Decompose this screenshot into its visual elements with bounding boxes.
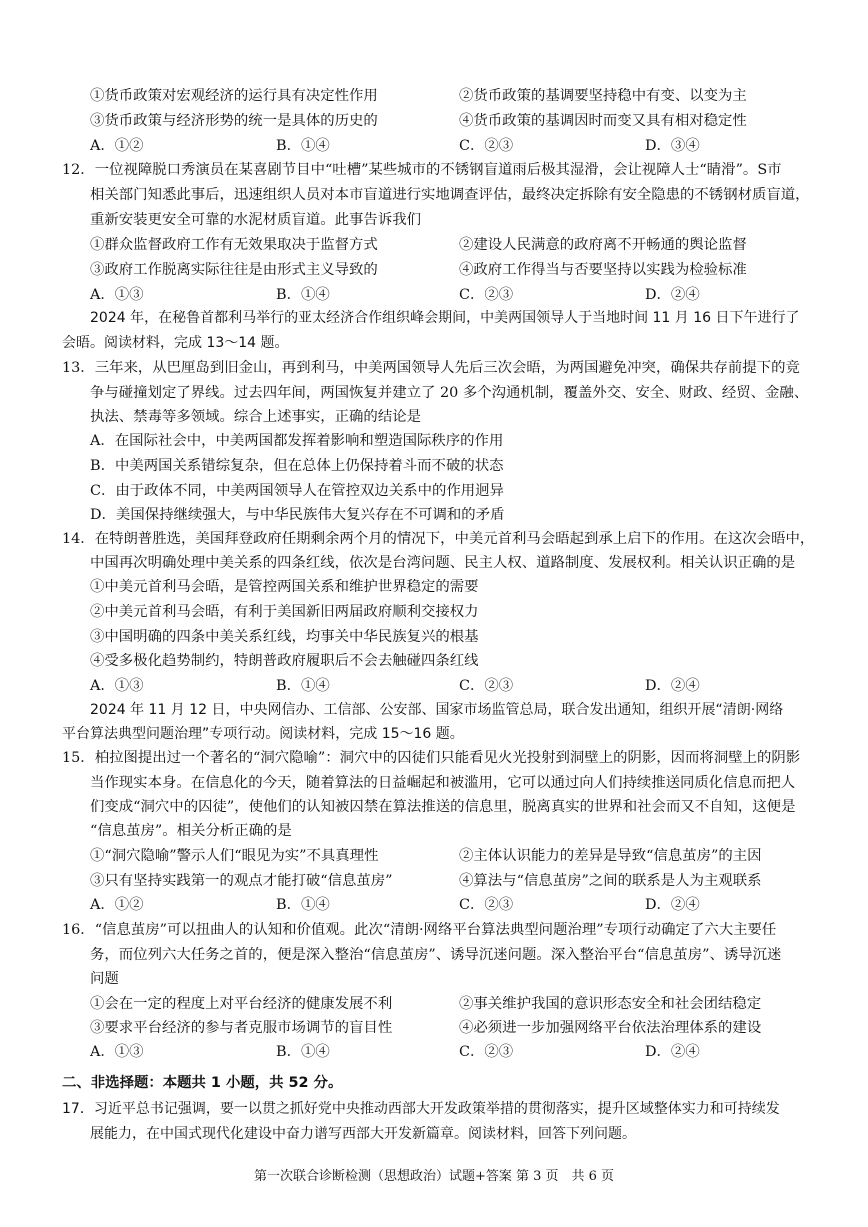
q16-choice-d: D．②④ — [645, 1044, 700, 1060]
q11-option-1: ①货币政策对宏观经济的运行具有决定性作用 — [90, 88, 378, 104]
q11-choice-c: C．②③ — [459, 138, 514, 154]
material-15-16-line-1: 2024 年 11 月 12 日，中央网信办、工信部、公安部、国家市场监管总局，联合发出通知，组织开展“清朗·网络 — [90, 702, 784, 718]
q11-choice-a: A．①② — [90, 138, 144, 154]
q16-stem-line-2: 务，而位列六大任务之首的，便是深入整治“信息茧房”、诱导沉迷问题。深入整治平台“信息茧房”、诱导沉迷 — [90, 947, 782, 963]
page-footer: 第一次联合诊断检测（思想政治）试题+答案 第 3 页 共 6 页 — [253, 1169, 615, 1184]
q16-stem-line-3: 问题 — [90, 971, 119, 987]
q16-choice-c: C．②③ — [459, 1044, 514, 1060]
q11-choice-d: D．③④ — [645, 138, 700, 154]
q12-option-3: ③政府工作脱离实际往往是由形式主义导致的 — [90, 262, 378, 278]
section-heading: 二、非选择题：本题共 1 小题，共 52 分。 — [62, 1075, 343, 1091]
q12-choice-b: B．①④ — [276, 287, 330, 303]
q16-option-1: ①会在一定的程度上对平台经济的健康发展不利 — [90, 996, 393, 1012]
q12-stem-line-2: 相关部门知悉此事后，迅速组织人员对本市盲道进行实地调查评估，最终决定拆除有安全隐患的不锈钢材质盲道， — [90, 187, 810, 203]
q17-stem-line-2: 展能力，在中国式现代化建设中奋力谱写西部大开发新篇章。阅读材料，回答下列问题。 — [90, 1126, 636, 1142]
q14-stem-line-1: 14．在特朗普胜选，美国拜登政府任期剩余两个月的情况下，中美元首利马会晤起到承上启下的作用。在这次会晤中， — [62, 531, 815, 547]
q15-choice-d: D．②④ — [645, 897, 700, 913]
q11-option-4: ④货币政策的基调因时而变又具有相对稳定性 — [459, 113, 747, 129]
q15-stem-line-1: 15．柏拉图提出过一个著名的“洞穴隐喻”：洞穴中的囚徒们只能看见火光投射到洞壁上的阴影，因而将洞壁上的阴影 — [62, 750, 801, 766]
q15-option-1: ①“洞穴隐喻”警示人们“眼见为实”不具真理性 — [90, 848, 379, 864]
q12-stem-line-1: 12．一位视障脱口秀演员在某喜剧节目中“吐槽”某些城市的不锈钢盲道雨后极其湿滑，会让视障人士“睛滑”。S市 — [62, 162, 782, 178]
q15-option-3: ③只有坚持实践第一的观点才能打破“信息茧房” — [90, 873, 393, 889]
q15-stem-line-3: 们变成“洞穴中的囚徒”，使他们的认知被囚禁在算法推送的信息里，脱离真实的世界和社会而又不自知，这便是 — [90, 799, 796, 815]
q13-option-c: C．由于政体不同，中美两国领导人在管控双边关系中的作用迥异 — [90, 483, 504, 499]
q14-option-2: ②中美元首利马会晤，有利于美国新旧两届政府顺利交接权力 — [90, 604, 479, 620]
q14-option-3: ③中国明确的四条中美关系红线，均事关中华民族复兴的根基 — [90, 629, 479, 645]
q13-stem-line-2: 争与碰撞划定了界线。过去四年间，两国恢复并建立了 20 多个沟通机制，覆盖外交、安全、财政、经贸、金融、 — [90, 385, 809, 401]
q12-stem-line-3: 重新安装更安全可靠的水泥材质盲道。此事告诉我们 — [90, 212, 421, 228]
q15-option-4: ④算法与“信息茧房”之间的联系是人为主观联系 — [459, 873, 762, 889]
q14-stem-line-2: 中国再次明确处理中美关系的四条红线，依次是台湾问题、民主人权、道路制度、发展权利。相关认识正确的是 — [90, 555, 796, 571]
q16-stem-line-1: 16．“信息茧房”可以扭曲人的认知和价值观。此次“清朗·网络平台算法典型问题治理”专项行动确定了六大主要任 — [62, 922, 777, 938]
q14-choice-d: D．②④ — [645, 678, 700, 694]
q14-option-1: ①中美元首利马会晤，是管控两国关系和维护世界稳定的需要 — [90, 579, 479, 595]
q16-option-2: ②事关维护我国的意识形态安全和社会团结稳定 — [459, 996, 762, 1012]
q12-option-2: ②建设人民满意的政府离不开畅通的舆论监督 — [459, 237, 747, 253]
q13-option-b: B．中美两国关系错综复杂，但在总体上仍保持着斗而不破的状态 — [90, 458, 504, 474]
q16-option-3: ③要求平台经济的参与者克服市场调节的盲目性 — [90, 1020, 393, 1036]
q11-option-2: ②货币政策的基调要坚持稳中有变、以变为主 — [459, 88, 747, 104]
q16-option-4: ④必须进一步加强网络平台依法治理体系的建设 — [459, 1020, 762, 1036]
q13-option-a: A．在国际社会中，中美两国都发挥着影响和塑造国际秩序的作用 — [90, 433, 504, 449]
q15-choice-c: C．②③ — [459, 897, 514, 913]
material-13-14-line-1: 2024 年，在秘鲁首都利马举行的亚太经济合作组织峰会期间，中美两国领导人于当地时间 11 月 16 日下午进行了 — [90, 310, 800, 326]
q12-choice-c: C．②③ — [459, 287, 514, 303]
q12-option-4: ④政府工作得当与否要坚持以实践为检验标准 — [459, 262, 747, 278]
q13-stem-line-1: 13．三年来，从巴厘岛到旧金山，再到利马，中美两国领导人先后三次会晤，为两国避免冲突，确保共存前提下的竞 — [62, 360, 800, 376]
q14-choice-b: B．①④ — [276, 678, 330, 694]
q14-choice-c: C．②③ — [459, 678, 514, 694]
q15-stem-line-4: “信息茧房”。相关分析正确的是 — [90, 823, 292, 839]
material-15-16-line-2: 平台算法典型问题治理”专项行动。阅读材料，完成 15～16 题。 — [62, 726, 464, 742]
q15-stem-line-2: 当作现实本身。在信息化的今天，随着算法的日益崛起和被滥用，它可以通过向人们持续推送同质化信息而把人 — [90, 775, 796, 791]
q11-choice-b: B．①④ — [276, 138, 330, 154]
q16-choice-b: B．①④ — [276, 1044, 330, 1060]
q12-option-1: ①群众监督政府工作有无效果取决于监督方式 — [90, 237, 378, 253]
q12-choice-d: D．②④ — [645, 287, 700, 303]
material-13-14-line-2: 会晤。阅读材料，完成 13～14 题。 — [62, 335, 289, 351]
q15-choice-a: A．①② — [90, 897, 144, 913]
q15-option-2: ②主体认识能力的差异是导致“信息茧房”的主因 — [459, 848, 762, 864]
q11-option-3: ③货币政策与经济形势的统一是具体的历史的 — [90, 113, 378, 129]
q15-choice-b: B．①④ — [276, 897, 330, 913]
q14-choice-a: A．①③ — [90, 678, 144, 694]
q16-choice-a: A．①③ — [90, 1044, 144, 1060]
q13-stem-line-3: 执法、禁毒等多领域。综合上述事实，正确的结论是 — [90, 409, 421, 425]
q12-choice-a: A．①③ — [90, 287, 144, 303]
q14-option-4: ④受多极化趋势制约，特朗普政府履职后不会去触碰四条红线 — [90, 653, 479, 669]
q17-stem-line-1: 17．习近平总书记强调，要一以贯之抓好党中央推动西部大开发政策举措的贯彻落实，提升区域整体实力和可持续发 — [62, 1101, 780, 1117]
q13-option-d: D．美国保持继续强大，与中华民族伟大复兴存在不可调和的矛盾 — [90, 507, 505, 523]
